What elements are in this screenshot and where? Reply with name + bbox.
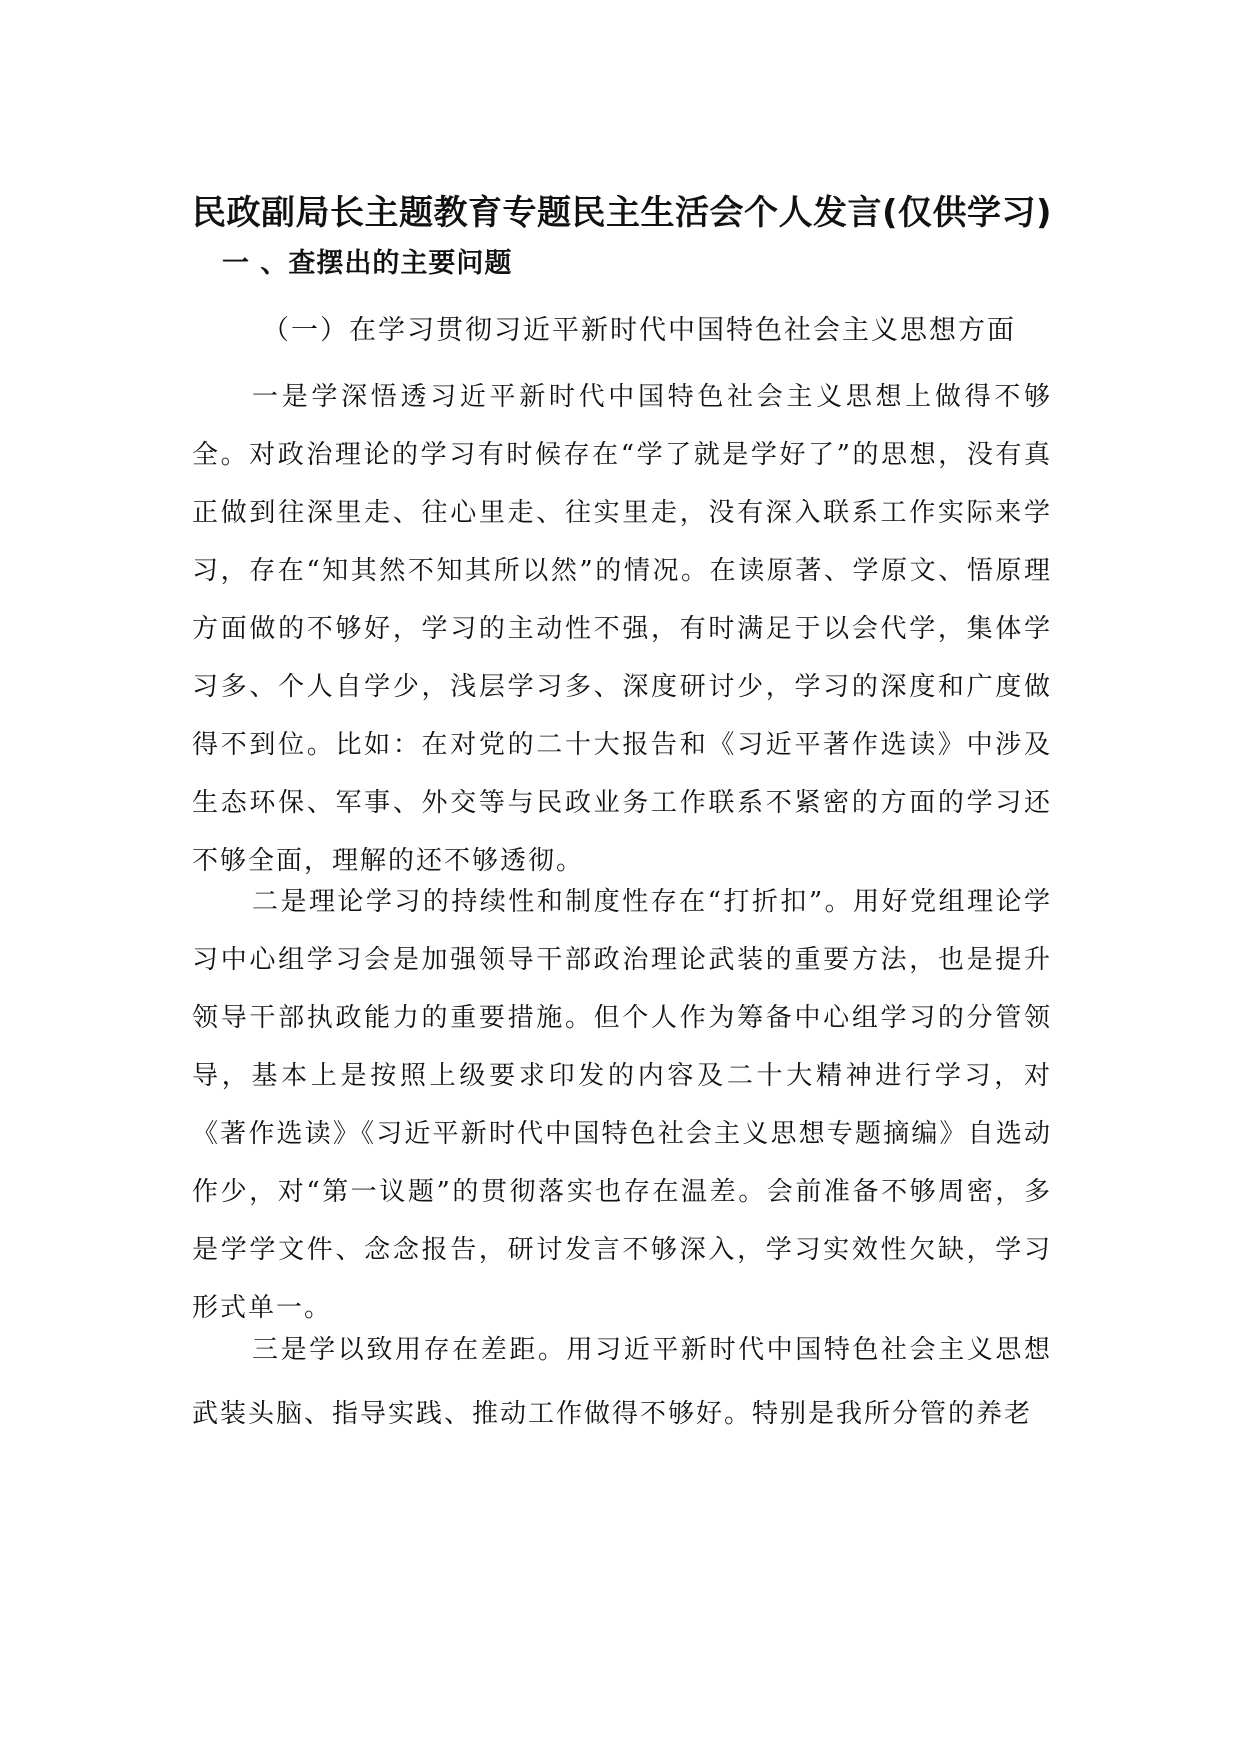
paragraph-3: 三是学以致用存在差距。用习近平新时代中国特色社会主义思想武装头脑、指导实践、推动工作做得不够好。特别是我所分管的养老 [192,1335,1052,1429]
document-title: 民政副局长主题教育专题民主生活会个人发言(仅供学习) [192,193,1053,233]
paragraph-1: 一是学深悟透习近平新时代中国特色社会主义思想上做得不够全。对政治理论的学习有时候存在“学了就是学好了”的思想，没有真正做到往深里走、往心里走、往实里走，没有深入联系工作实际来学习，存在“知其然不知其所以然”的情况。在读原著、学原文、悟原理方面做的不够好，学习的主动性不强，有时满足于以会代学，集体学习多、个人自学少，浅层学习多、深度研讨少，学习的深度和广度做得不到位。比如：在对党的二十大报告和《习近平著作选读》中涉及生态环保、军事、外交等与民政业务工作联系不紧密的方面的学习还不够全面，理解的还不够透彻。 [192,382,1052,876]
section-heading: 一 、查摆出的主要问题 [222,248,513,279]
paragraph-2: 二是理论学习的持续性和制度性存在“打折扣”。用好党组理论学习中心组学习会是加强领导干部政治理论武装的重要方法，也是提升领导干部执政能力的重要措施。但个人作为筹备中心组学习的分管领导，基本上是按照上级要求印发的内容及二十大精神进行学习，对《著作选读》《习近平新时代中国特色社会主义思想专题摘编》自选动作少，对“第一议题”的贯彻落实也存在温差。会前准备不够周密，多是学学文件、念念报告，研讨发言不够深入，学习实效性欠缺，学习形式单一。 [192,887,1052,1323]
subsection-heading: （一）在学习贯彻习近平新时代中国特色社会主义思想方面 [262,315,1016,346]
